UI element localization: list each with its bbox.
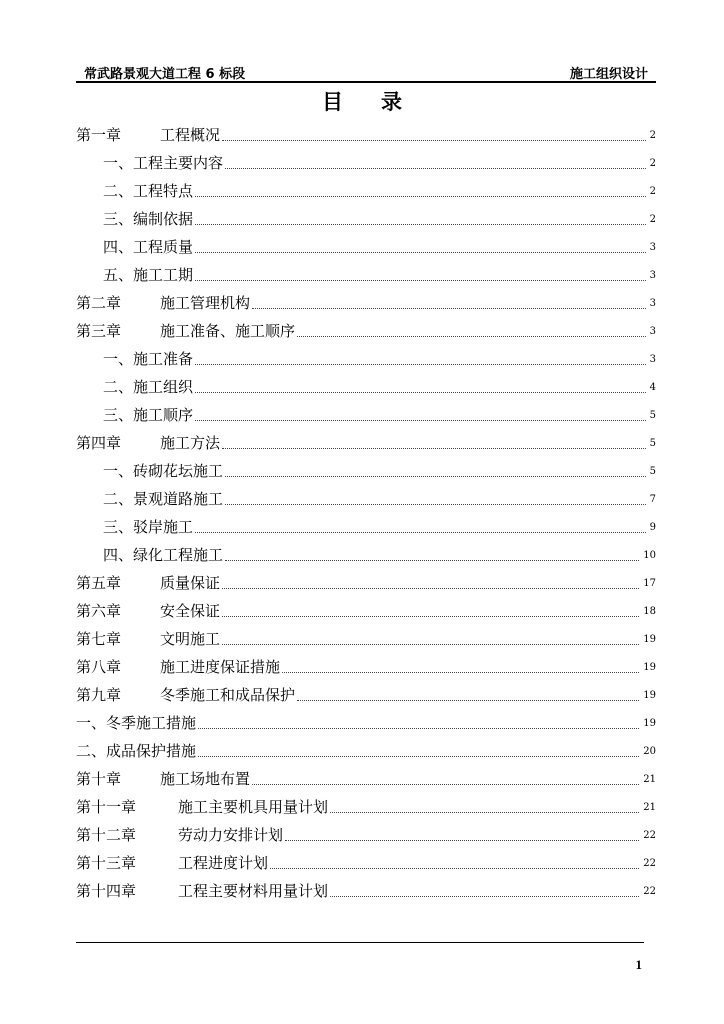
toc-entry-label: 工程特点 [133,182,194,200]
page-header [76,63,656,83]
toc-entry-label: 施工主要机具用量计划 [178,798,329,816]
toc-entry[interactable] [76,424,656,452]
toc-entry[interactable] [76,228,656,256]
toc-entry[interactable] [76,704,656,732]
toc-entry-number: 第九章 [76,686,122,704]
toc-entry-label: 安全保证 [160,602,221,620]
toc-leader-dots [195,279,646,281]
toc-entry-page: 5 [649,410,656,421]
toc-entry-number: 第二章 [76,294,122,312]
toc-entry-number: 三、 [103,406,134,424]
toc-entry-page: 2 [649,186,656,197]
toc-entry[interactable] [76,312,656,340]
toc-entry-page: 4 [649,382,656,393]
toc-leader-dots [222,447,646,449]
toc-entry[interactable] [76,396,656,424]
toc-entry-page: 2 [649,158,656,169]
toc-entry-label: 砖砌花坛施工 [133,462,224,480]
toc-entry-label: 文明施工 [160,630,221,648]
toc-entry-number: 一、 [103,462,134,480]
toc-leader-dots [222,587,639,589]
toc-entry[interactable] [76,144,656,172]
toc-entry-page: 3 [649,270,656,281]
toc-entry[interactable] [76,648,656,676]
toc-entry-label: 施工工期 [133,266,194,284]
toc-entry[interactable] [76,200,656,228]
toc-entry[interactable] [76,676,656,704]
toc-leader-dots [225,167,646,169]
toc-leader-dots [195,531,646,533]
toc-entry-page: 18 [643,606,656,617]
toc-entry[interactable] [76,788,656,816]
toc-leader-dots [198,727,639,729]
toc-entry-number: 第十二章 [76,826,137,844]
toc-entry-label: 施工场地布置 [160,770,251,788]
toc-leader-dots [195,223,646,225]
header-project-name: 常武路景观大道工程 6 标段 [84,67,246,82]
toc-entry[interactable] [76,452,656,480]
toc-entry-label: 质量保证 [160,574,221,592]
toc-leader-dots [225,475,646,477]
toc-entry[interactable] [76,732,656,760]
toc-entry-number: 五、 [103,266,134,284]
toc-entry-page: 20 [643,746,656,757]
toc-leader-dots [297,699,639,701]
header-divider [76,81,656,83]
toc-leader-dots [225,559,639,561]
table-of-contents [76,116,656,900]
toc-entry[interactable] [76,620,656,648]
toc-leader-dots [252,307,646,309]
toc-entry-number: 二、 [103,490,134,508]
toc-entry-number: 二、 [103,182,134,200]
toc-title: 目录 [322,90,440,114]
toc-entry-page: 19 [643,718,656,729]
toc-leader-dots [282,671,639,673]
toc-entry-label: 工程概况 [160,126,221,144]
toc-entry-number: 第八章 [76,658,122,676]
toc-entry-page: 3 [649,354,656,365]
toc-entry[interactable] [76,760,656,788]
toc-leader-dots [285,839,639,841]
toc-entry-number: 第十一章 [76,798,137,816]
toc-leader-dots [252,783,639,785]
footer-divider [76,942,644,943]
toc-leader-dots [195,251,646,253]
toc-entry-number: 第十四章 [76,882,137,900]
toc-entry-number: 三、 [103,518,134,536]
toc-entry[interactable] [76,872,656,900]
toc-leader-dots [195,419,646,421]
toc-entry-label: 施工组织 [133,378,194,396]
toc-leader-dots [195,363,646,365]
toc-entry-page: 10 [643,550,656,561]
toc-entry-label: 劳动力安排计划 [178,826,284,844]
toc-entry-label: 工程质量 [133,238,194,256]
toc-entry-label: 编制依据 [133,210,194,228]
toc-entry-number: 一、 [76,714,107,732]
toc-entry-number: 第十三章 [76,854,137,872]
toc-entry[interactable] [76,508,656,536]
page-number: 1 [635,957,642,972]
toc-entry-page: 2 [649,130,656,141]
toc-leader-dots [330,895,639,897]
toc-leader-dots [330,811,639,813]
toc-entry-page: 2 [649,214,656,225]
toc-entry-page: 22 [643,886,656,897]
toc-entry-number: 第六章 [76,602,122,620]
toc-entry-number: 二、 [76,742,107,760]
toc-entry-label: 施工管理机构 [160,294,251,312]
toc-entry-label: 工程进度计划 [178,854,269,872]
toc-entry-number: 第三章 [76,322,122,340]
toc-entry-page: 5 [649,438,656,449]
toc-leader-dots [225,503,646,505]
toc-entry-label: 施工顺序 [133,406,194,424]
toc-entry-label: 成品保护措施 [106,742,197,760]
toc-entry[interactable] [76,480,656,508]
toc-leader-dots [222,643,639,645]
toc-entry-page: 17 [643,578,656,589]
toc-entry[interactable] [76,368,656,396]
toc-entry-page: 3 [649,242,656,253]
toc-entry-label: 施工准备、施工顺序 [160,322,296,340]
toc-entry[interactable] [76,536,656,564]
toc-leader-dots [270,867,639,869]
toc-entry-label: 工程主要内容 [133,154,224,172]
toc-entry-label: 施工准备 [133,350,194,368]
toc-entry-number: 四、 [103,546,134,564]
toc-entry[interactable] [76,592,656,620]
toc-entry[interactable] [76,284,656,312]
toc-entry-label: 绿化工程施工 [133,546,224,564]
toc-entry-label: 施工进度保证措施 [160,658,281,676]
toc-entry-number: 二、 [103,378,134,396]
toc-leader-dots [198,755,639,757]
toc-entry[interactable] [76,816,656,844]
toc-entry-number: 第十章 [76,770,122,788]
toc-entry-page: 22 [643,858,656,869]
toc-entry-number: 第五章 [76,574,122,592]
toc-entry-number: 一、 [103,350,134,368]
toc-entry-number: 第七章 [76,630,122,648]
toc-entry-number: 三、 [103,210,134,228]
toc-entry-label: 驳岸施工 [133,518,194,536]
toc-entry-page: 21 [643,802,656,813]
toc-entry-page: 3 [649,326,656,337]
toc-entry-number: 一、 [103,154,134,172]
toc-leader-dots [222,139,646,141]
toc-entry-page: 19 [643,690,656,701]
toc-leader-dots [297,335,646,337]
toc-entry-page: 22 [643,830,656,841]
toc-entry-page: 19 [643,634,656,645]
toc-entry-page: 5 [649,466,656,477]
toc-entry-page: 3 [649,298,656,309]
toc-leader-dots [222,615,639,617]
toc-entry[interactable] [76,256,656,284]
toc-entry[interactable] [76,340,656,368]
toc-entry[interactable] [76,844,656,872]
toc-entry-label: 冬季施工措施 [106,714,197,732]
toc-entry-number: 四、 [103,238,134,256]
toc-entry[interactable] [76,564,656,592]
toc-entry-page: 7 [649,494,656,505]
toc-entry-label: 工程主要材料用量计划 [178,882,329,900]
header-document-type: 施工组织设计 [569,67,648,82]
toc-entry-page: 9 [649,522,656,533]
toc-entry-number: 第四章 [76,434,122,452]
toc-entry-label: 施工方法 [160,434,221,452]
toc-entry-page: 21 [643,774,656,785]
toc-leader-dots [195,391,646,393]
toc-entry-page: 19 [643,662,656,673]
toc-entry-number: 第一章 [76,126,122,144]
toc-entry[interactable] [76,172,656,200]
toc-leader-dots [195,195,646,197]
toc-entry-label: 景观道路施工 [133,490,224,508]
toc-entry[interactable] [76,116,656,144]
toc-entry-label: 冬季施工和成品保护 [160,686,296,704]
